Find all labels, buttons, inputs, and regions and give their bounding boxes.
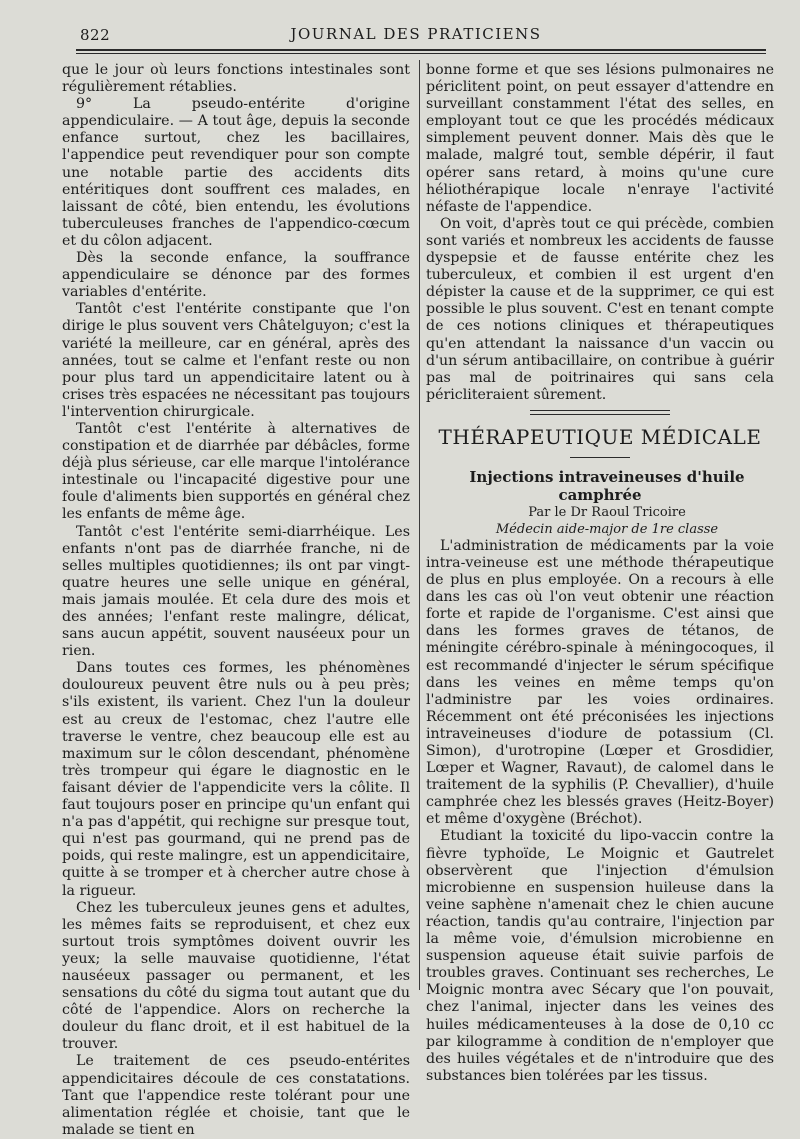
header-rule-thin <box>76 53 766 54</box>
article-title: Injections intraveineuses d'huile camphrée <box>469 467 745 504</box>
section-title: THÉRAPEUTIQUE MÉDICALE <box>438 424 762 449</box>
page-header <box>62 22 770 46</box>
paragraph: Etudiant la toxicité du lipo-vaccin contre la fièvre typhoïde, Le Moignic et Gautrelet observèrent que l'injection d'émulsion microbienne en suspension huileuse dans la veine saphène n'amenait chez le chien aucune réaction, tandis qu'au contraire, l'injection par la même voie, d'émulsion microbienne en suspension aqueuse était suivie parfois de troubles graves. Continuant ses recherches, Le Moignic montra avec Sécary que l'on pouvait, chez l'animal, injecter dans les veines des huiles médicamenteuses à la dose de 0,10 cc par kilogramme à condition de n'employer que des huiles végétales et de n'introduire que des substances bien tolérées par les tissus. <box>426 828 774 1084</box>
article-affiliation: Médecin aide-major de 1re classe <box>495 521 719 537</box>
title-separator <box>570 457 630 458</box>
paragraph: 9° La pseudo-entérite d'origine appendiculaire. — A tout âge, depuis la seconde enfance surtout, chez les bacillaires, l'appendice peut revendiquer pour son compte une notable partie des accidents dits entéritiques dont souffrent ces malades, en laissant de côté, bien entendu, les évolutions tuberculeuses franches de l'appendico-cœcum et du côlon adjacent. <box>62 96 410 249</box>
article-byline: Par le Dr Raoul Tricoire <box>528 504 686 520</box>
paragraph: Tantôt c'est l'entérite à alternatives de constipation et de diarrhée par débâcles, forme déjà plus sérieuse, car elle marque l'intolérance intestinale ou l'incapacité digestive pour une foule d'aliments bien supportés en général chez les enfants de même âge. <box>62 420 410 523</box>
column-divider <box>419 60 420 990</box>
paragraph: On voit, d'après tout ce qui précède, combien sont variés et nombreux les accidents de fausse dyspepsie et de fausse entérite chez les tuberculeux, et combien il est urgent d'en dépister la cause et de la supprimer, ce qui est possible le plus souvent. C'est en tenant compte de ces notions cliniques et thérapeutiques qu'en attendant la naissance d'un vaccin ou d'un sérum antibacillaire, on contribue à guérir pas mal de poitrinaires qui sans cela péricliteraient sûrement. <box>426 215 774 403</box>
paragraph: Tantôt c'est l'entérite semi-diarrhéique. Les enfants n'ont pas de diarrhée franche, ni de selles multiples quotidiennes; ils ont par vingt-quatre heures une selle unique en général, mais jamais moulée. Et cela dure des mois et des années; l'enfant reste malingre, délicat, sans aucun appétit, souvent nauséeux pour un rien. <box>62 523 410 660</box>
paragraph: L'administration de médicaments par la voie intra-veineuse est une méthode thérapeutique de plus en plus employée. On a recours à elle dans les cas où l'on veut obtenir une réaction forte et rapide de l'organisme. C'est ainsi que dans les formes graves de tétanos, de méningite cérébro-spinale à méningocoques, il est recommandé d'injecter le sérum spécifique dans les veines en même temps qu'on l'administre par les voies ordinaires. Récemment ont été préconisées les injections intraveineuses d'iodure de potassium (Cl. Simon), d'urotropine (Lœper et Grosdidier, Lœper et Wagner, Ravaut), de calomel dans le traitement de la syphilis (P. Chevallier), d'huile camphrée chez les blessés graves (Heitz-Boyer) et même d'oxygène (Bréchot). <box>426 537 774 828</box>
left-column <box>62 62 410 1139</box>
paragraph: Chez les tuberculeux jeunes gens et adultes, les mêmes faits se reproduisent, et chez eux surtout trois symptômes doivent ouvrir les yeux; la selle mauvaise quotidienne, l'état nauséeux passager ou permanent, et les sensations du côté du sigma tout autant que du côté de l'appendice. Alors on recherche la douleur du flanc droit, et il est habituel de la trouver. <box>62 899 410 1053</box>
journal-title: JOURNAL DES PRATICIENS <box>290 25 542 43</box>
header-rule <box>76 49 766 51</box>
paragraph: Tantôt c'est l'entérite constipante que l'on dirige le plus souvent vers Châtelguyon; c'est la variété la meilleure, car en général, après des années, tout se calme et l'enfant reste ou non pour plus tard un appendicitaire latent ou à crises très espacées ne nécessitant pas toujours l'intervention chirurgicale. <box>62 301 410 420</box>
paragraph: bonne forme et que ses lésions pulmonaires ne périclitent point, on peut essayer d'attendre en surveillant constamment l'état des selles, en employant tout ce que les procédés médicaux simplement peuvent donner. Mais dès que le malade, malgré tout, semble dépérir, il faut opérer sans retard, à moins qu'une cure héliothérapique locale n'enraye l'activité néfaste de l'appendice. <box>426 62 774 215</box>
paragraph: Dans toutes ces formes, les phénomènes douloureux peuvent être nuls ou à peu près; s'ils existent, ils varient. Chez l'un la douleur est au creux de l'estomac, chez l'autre elle traverse le ventre, chez beaucoup elle est au maximum sur le côlon descendant, phénomène très trompeur qui égare le diagnostic en le faisant dévier de l'appendicite vers la côlite. Il faut toujours poser en principe qu'un enfant qui n'a pas d'appétit, qui rechigne sur presque tout, qui n'est pas gourmand, qui ne prend pas de poids, qui reste malingre, est un appendicitaire, quitte à se tromper et à chercher autre chose à la rigueur. <box>62 660 410 899</box>
paragraph: que le jour où leurs fonctions intestinales sont régulièrement rétablies. <box>62 62 410 96</box>
paragraph: Dès la seconde enfance, la souffrance appendiculaire se dénonce par des formes variables d'entérite. <box>62 250 410 301</box>
section-separator <box>530 410 670 415</box>
right-column <box>426 62 774 1085</box>
paragraph: Le traitement de ces pseudo-entérites appendicitaires découle de ces constatations. Tant que l'appendice reste tolérant pour une alimentation réglée et choisie, tant que le malade se tient en <box>62 1053 410 1138</box>
page-number: 822 <box>80 26 111 44</box>
